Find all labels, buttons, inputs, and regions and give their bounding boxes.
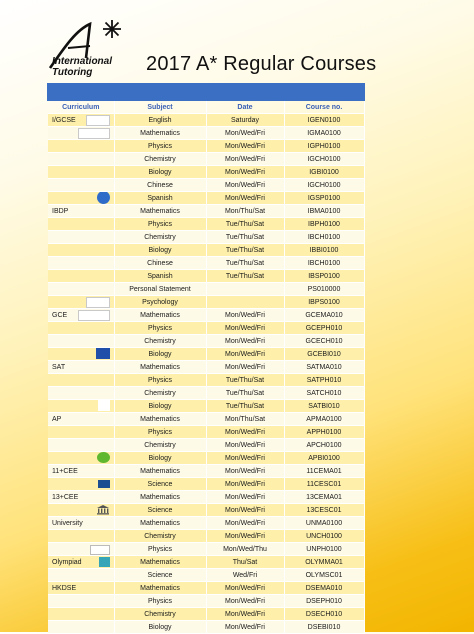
cell-curriculum	[48, 608, 114, 621]
cell-date: Tue/Thu/Sat	[206, 244, 284, 257]
table-row	[48, 478, 364, 491]
cell-course-no: IGEN0100	[284, 114, 364, 127]
sat-logo-icon	[96, 348, 110, 359]
cell-subject: Physics	[114, 595, 206, 608]
cell-course-no: 13CEMA01	[284, 491, 364, 504]
cell-curriculum	[48, 452, 114, 465]
cell-course-no: APPH0100	[284, 426, 364, 439]
cell-curriculum: 11+CEE	[48, 465, 114, 478]
cell-course-no: SATBI010	[284, 400, 364, 413]
cell-subject: English	[114, 114, 206, 127]
cell-curriculum	[48, 257, 114, 270]
cell-curriculum	[48, 127, 114, 140]
cell-course-no: UNPH0100	[284, 543, 364, 556]
cell-subject: Spanish	[114, 270, 206, 283]
table-row	[48, 270, 364, 283]
table-row	[48, 569, 364, 582]
cell-date: Tue/Thu/Sat	[206, 400, 284, 413]
cell-curriculum: University	[48, 517, 114, 530]
cell-subject: Biology	[114, 621, 206, 634]
cell-subject: Chemistry	[114, 153, 206, 166]
cell-curriculum	[48, 374, 114, 387]
cell-curriculum	[48, 439, 114, 452]
cell-subject: Spanish	[114, 192, 206, 205]
cell-subject: Mathematics	[114, 205, 206, 218]
cell-date: Mon/Wed/Thu	[206, 543, 284, 556]
cell-course-no: APCH0100	[284, 439, 364, 452]
cell-subject: Physics	[114, 374, 206, 387]
cell-subject: Mathematics	[114, 491, 206, 504]
table-row	[48, 491, 364, 504]
olympiad-logo-2-icon	[99, 557, 110, 567]
table-row	[48, 556, 364, 569]
table-row	[48, 153, 364, 166]
logo-line-1: International	[52, 56, 113, 67]
cell-curriculum: Olympiad	[48, 556, 114, 569]
cell-course-no: DSEPH010	[284, 595, 364, 608]
cell-curriculum	[48, 504, 114, 517]
cell-course-no: GCEBI010	[284, 348, 364, 361]
cell-date: Wed/Fri	[206, 569, 284, 582]
table-row	[48, 309, 364, 322]
cell-curriculum	[48, 322, 114, 335]
cell-date: Mon/Wed/Fri	[206, 465, 284, 478]
cell-subject: Physics	[114, 426, 206, 439]
cell-course-no: APBI0100	[284, 452, 364, 465]
cell-subject: Mathematics	[114, 465, 206, 478]
cell-subject: Biology	[114, 166, 206, 179]
cell-date: Mon/Wed/Fri	[206, 348, 284, 361]
table-row	[48, 322, 364, 335]
header-course-no: Course no.	[284, 101, 364, 114]
cell-curriculum	[48, 296, 114, 309]
cell-curriculum	[48, 218, 114, 231]
cell-date: Mon/Wed/Fri	[206, 426, 284, 439]
cell-date: Tue/Thu/Sat	[206, 231, 284, 244]
cell-curriculum	[48, 478, 114, 491]
cell-curriculum	[48, 231, 114, 244]
cell-date	[206, 296, 284, 309]
cell-course-no: IBBI0100	[284, 244, 364, 257]
header-curriculum: Curriculum	[48, 101, 114, 114]
cell-course-no: IGMA0100	[284, 127, 364, 140]
cell-date: Mon/Wed/Fri	[206, 504, 284, 517]
cell-date: Mon/Wed/Fri	[206, 517, 284, 530]
cell-course-no: IGPH0100	[284, 140, 364, 153]
cell-course-no: IGBI0100	[284, 166, 364, 179]
cell-date: Mon/Wed/Fri	[206, 491, 284, 504]
cell-subject: Chemistry	[114, 439, 206, 452]
cell-course-no: IBCH0100	[284, 231, 364, 244]
cell-subject: Chinese	[114, 179, 206, 192]
cell-course-no: IBPS0100	[284, 296, 364, 309]
cell-curriculum	[48, 179, 114, 192]
cell-course-no: UNMA0100	[284, 517, 364, 530]
table-row	[48, 140, 364, 153]
cell-date	[206, 283, 284, 296]
cell-subject: Physics	[114, 140, 206, 153]
cell-subject: Mathematics	[114, 127, 206, 140]
table-row	[48, 179, 364, 192]
cell-date: Mon/Wed/Fri	[206, 595, 284, 608]
table-row	[48, 192, 364, 205]
cell-date: Mon/Wed/Fri	[206, 140, 284, 153]
cell-subject: Mathematics	[114, 361, 206, 374]
cell-course-no: SATCH010	[284, 387, 364, 400]
cell-course-no: DSECH010	[284, 608, 364, 621]
cell-curriculum	[48, 530, 114, 543]
cell-subject: Chemistry	[114, 608, 206, 621]
cell-curriculum	[48, 569, 114, 582]
cell-date: Mon/Wed/Fri	[206, 192, 284, 205]
cell-date: Mon/Wed/Fri	[206, 439, 284, 452]
11plus-logo-icon	[97, 452, 110, 463]
cell-date: Mon/Wed/Fri	[206, 309, 284, 322]
cell-subject: Biology	[114, 452, 206, 465]
cell-subject: Personal Statement	[114, 283, 206, 296]
table-row	[48, 452, 364, 465]
table-row	[48, 465, 364, 478]
cell-date: Tue/Thu/Sat	[206, 374, 284, 387]
cell-date: Mon/Wed/Fri	[206, 582, 284, 595]
cell-curriculum: IBDP	[48, 205, 114, 218]
cell-course-no: GCEMA010	[284, 309, 364, 322]
table-row	[48, 543, 364, 556]
cell-course-no: IBMA0100	[284, 205, 364, 218]
table-row	[48, 608, 364, 621]
table-row	[48, 413, 364, 426]
cell-curriculum	[48, 166, 114, 179]
cell-course-no: SATPH010	[284, 374, 364, 387]
edexcel-logo-icon	[86, 115, 110, 126]
table-row	[48, 517, 364, 530]
olympiad-logo-1-icon	[90, 545, 110, 555]
cell-course-no: DSEMA010	[284, 582, 364, 595]
cell-curriculum: 13+CEE	[48, 491, 114, 504]
table-row	[48, 127, 364, 140]
cell-subject: Chinese	[114, 257, 206, 270]
table-header-row	[48, 101, 364, 114]
cell-course-no: 11CEMA01	[284, 465, 364, 478]
cell-curriculum: HKDSE	[48, 582, 114, 595]
cell-date: Mon/Thu/Sat	[206, 205, 284, 218]
cell-curriculum: GCE	[48, 309, 114, 322]
cell-course-no: DSEBI010	[284, 621, 364, 634]
table-row	[48, 218, 364, 231]
table-row	[48, 400, 364, 413]
logo-line-2: Tutoring	[52, 67, 93, 78]
cell-date: Mon/Wed/Fri	[206, 153, 284, 166]
table-row	[48, 335, 364, 348]
header-bar	[47, 83, 365, 101]
cell-curriculum	[48, 270, 114, 283]
cell-curriculum	[48, 387, 114, 400]
cell-subject: Science	[114, 569, 206, 582]
cell-date: Mon/Wed/Fri	[206, 621, 284, 634]
cell-date: Tue/Thu/Sat	[206, 218, 284, 231]
cell-date: Mon/Thu/Sat	[206, 413, 284, 426]
cell-curriculum	[48, 595, 114, 608]
cell-course-no: IGSP0100	[284, 192, 364, 205]
table-row	[48, 426, 364, 439]
cambridge-logo-icon	[78, 310, 110, 321]
table-row	[48, 374, 364, 387]
header-subject: Subject	[114, 101, 206, 114]
cell-date: Mon/Wed/Fri	[206, 127, 284, 140]
cell-curriculum	[48, 426, 114, 439]
cell-course-no: 13CESC01	[284, 504, 364, 517]
courses-table-body	[48, 114, 364, 634]
cell-date: Tue/Thu/Sat	[206, 270, 284, 283]
table-row	[48, 582, 364, 595]
cell-curriculum	[48, 283, 114, 296]
cell-curriculum	[48, 192, 114, 205]
cell-date: Tue/Thu/Sat	[206, 257, 284, 270]
cell-curriculum	[48, 140, 114, 153]
table-row	[48, 439, 364, 452]
cell-date: Mon/Wed/Fri	[206, 166, 284, 179]
cell-subject: Chemistry	[114, 530, 206, 543]
university-logo-icon	[96, 504, 110, 515]
table-row	[48, 296, 364, 309]
cell-subject: Psychology	[114, 296, 206, 309]
13plus-logo-icon	[98, 480, 110, 488]
cell-subject: Science	[114, 478, 206, 491]
cambridge-logo-icon	[78, 128, 110, 139]
cell-course-no: OLYMSC01	[284, 569, 364, 582]
cell-date: Thu/Sat	[206, 556, 284, 569]
cell-date: Mon/Wed/Fri	[206, 478, 284, 491]
cell-curriculum	[48, 348, 114, 361]
cell-date: Mon/Wed/Fri	[206, 179, 284, 192]
page-title: 2017 A* Regular Courses	[146, 53, 377, 75]
cell-subject: Mathematics	[114, 517, 206, 530]
cell-date: Mon/Wed/Fri	[206, 335, 284, 348]
cell-course-no: APMA0100	[284, 413, 364, 426]
cell-date: Mon/Wed/Fri	[206, 608, 284, 621]
table-row	[48, 166, 364, 179]
cell-course-no: IGCH0100	[284, 153, 364, 166]
cell-subject: Science	[114, 504, 206, 517]
cell-date: Tue/Thu/Sat	[206, 387, 284, 400]
cell-subject: Chemistry	[114, 335, 206, 348]
cell-course-no: UNCH0100	[284, 530, 364, 543]
table-row	[48, 231, 364, 244]
cell-course-no: IGCH0100	[284, 179, 364, 192]
table-row	[48, 361, 364, 374]
cell-date: Mon/Wed/Fri	[206, 530, 284, 543]
cell-subject: Physics	[114, 218, 206, 231]
cell-subject: Mathematics	[114, 413, 206, 426]
table-row	[48, 348, 364, 361]
ap-logo-icon	[98, 400, 110, 411]
table-row	[48, 595, 364, 608]
cell-course-no: 11CESC01	[284, 478, 364, 491]
ib-logo-icon	[97, 192, 110, 205]
cell-course-no: GCEPH010	[284, 322, 364, 335]
table-row	[48, 257, 364, 270]
cell-date: Saturday	[206, 114, 284, 127]
cell-subject: Mathematics	[114, 582, 206, 595]
cell-curriculum: AP	[48, 413, 114, 426]
cell-subject: Mathematics	[114, 309, 206, 322]
cell-curriculum	[48, 543, 114, 556]
cell-course-no: SATMA010	[284, 361, 364, 374]
cell-subject: Biology	[114, 244, 206, 257]
cell-course-no: IBCH0100	[284, 257, 364, 270]
cell-course-no: IBPH0100	[284, 218, 364, 231]
cell-course-no: PS010000	[284, 283, 364, 296]
cell-date: Mon/Wed/Fri	[206, 322, 284, 335]
courses-table	[48, 101, 365, 634]
cell-date: Mon/Wed/Fri	[206, 361, 284, 374]
cell-course-no: OLYMMA01	[284, 556, 364, 569]
table-row	[48, 244, 364, 257]
table-row	[48, 205, 364, 218]
cell-curriculum	[48, 400, 114, 413]
cell-subject: Biology	[114, 348, 206, 361]
edexcel-logo-icon	[86, 297, 110, 308]
cell-curriculum: SAT	[48, 361, 114, 374]
cell-subject: Chemistry	[114, 387, 206, 400]
cell-date: Mon/Wed/Fri	[206, 452, 284, 465]
table-row	[48, 387, 364, 400]
cell-subject: Physics	[114, 543, 206, 556]
table-row	[48, 283, 364, 296]
cell-curriculum	[48, 335, 114, 348]
cell-subject: Physics	[114, 322, 206, 335]
cell-course-no: IBSP0100	[284, 270, 364, 283]
table-row	[48, 530, 364, 543]
cell-subject: Biology	[114, 400, 206, 413]
cell-curriculum: I/GCSE	[48, 114, 114, 127]
cell-curriculum	[48, 153, 114, 166]
table-row	[48, 504, 364, 517]
cell-subject: Mathematics	[114, 556, 206, 569]
cell-subject: Chemistry	[114, 231, 206, 244]
header-date: Date	[206, 101, 284, 114]
cell-course-no: GCECH010	[284, 335, 364, 348]
cell-curriculum	[48, 244, 114, 257]
international-tutoring-logo	[46, 18, 138, 82]
table-row	[48, 114, 364, 127]
